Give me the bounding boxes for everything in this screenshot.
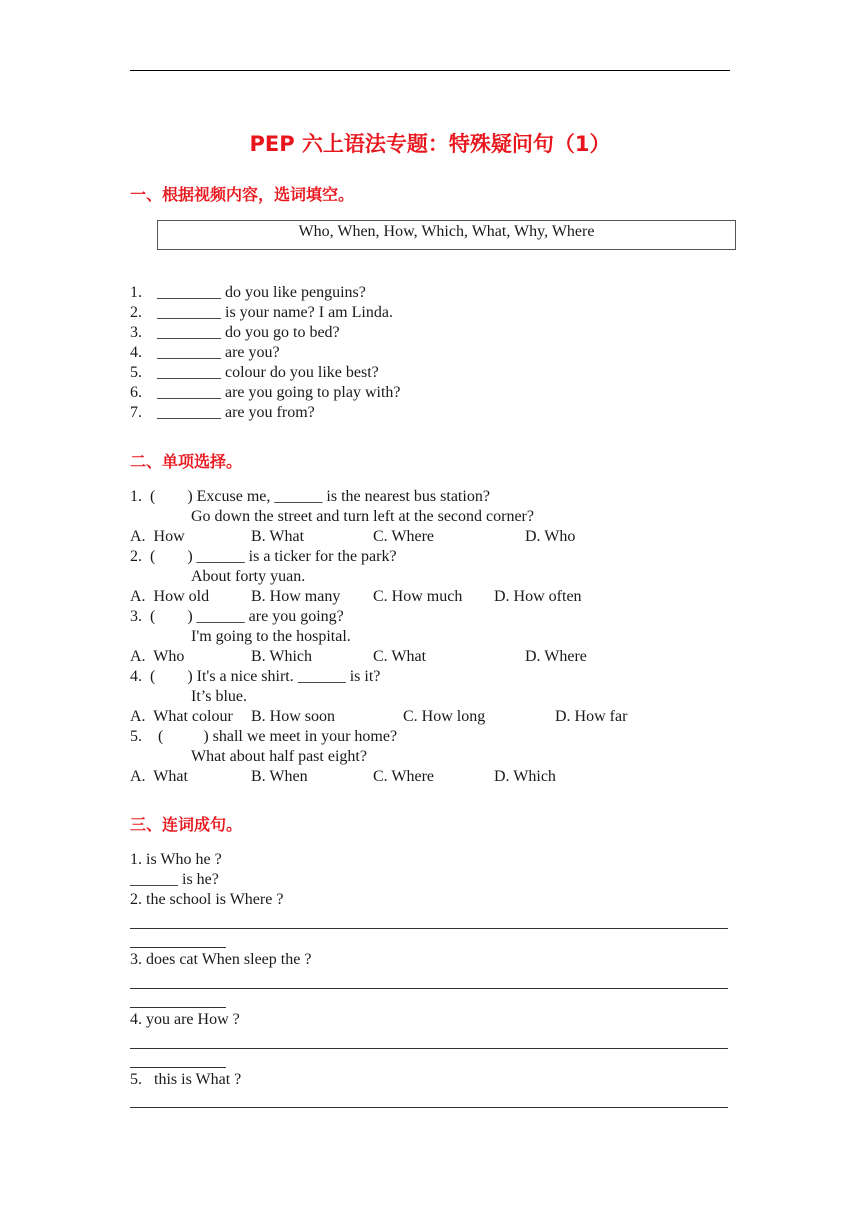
option-a: A. Who [130, 648, 185, 665]
word-bank-box: Who, When, How, Which, What, Why, Where [157, 220, 736, 250]
option-d: D. Which [494, 768, 556, 785]
item-number: 1. [130, 284, 142, 301]
option-c: C. How long [403, 708, 486, 725]
item-number: 5. [130, 364, 142, 381]
mc-question: 2. ( ) ______ is a ticker for the park? [130, 548, 397, 565]
answer-line[interactable] [130, 928, 728, 929]
mc-response: I'm going to the hospital. [191, 628, 351, 645]
option-b: B. What [251, 528, 305, 545]
option-c: C. Where [373, 768, 435, 785]
option-d: D. Who [525, 528, 576, 545]
fill-blank-item: ________ do you like penguins? [157, 284, 366, 301]
answer-line[interactable] [130, 988, 728, 989]
mc-response: Go down the street and turn left at the second corner? [191, 508, 534, 525]
answer-line-tail[interactable] [130, 1007, 226, 1008]
fill-blank-item: ________ are you going to play with? [157, 384, 401, 401]
option-a: A. How [130, 528, 185, 545]
answer-line-tail[interactable] [130, 1067, 226, 1068]
mc-question: 5. ( ) shall we meet in your home? [130, 728, 398, 745]
scrambled-sentence: 5. this is What ? [130, 1071, 242, 1088]
item-number: 2. [130, 304, 142, 321]
scrambled-sentence: 3. does cat When sleep the ? [130, 951, 312, 968]
option-d: D. How often [494, 588, 582, 605]
item-number: 6. [130, 384, 142, 401]
option-c: C. How much [373, 588, 463, 605]
item-number: 4. [130, 344, 142, 361]
fill-blank-item: ________ are you from? [157, 404, 315, 421]
fill-blank-item: ________ is your name? I am Linda. [157, 304, 393, 321]
scrambled-sentence: 1. is Who he ? [130, 851, 222, 868]
option-c: C. Where [373, 528, 435, 545]
fill-blank-item: ________ do you go to bed? [157, 324, 340, 341]
answer-line[interactable] [130, 1107, 728, 1108]
section1-heading: 一、根据视频内容，选词填空。 [130, 185, 355, 204]
section3-heading: 三、连词成句。 [130, 815, 243, 834]
option-b: B. Which [251, 648, 313, 665]
sample-answer: ______ is he? [130, 871, 219, 888]
mc-question: 4. ( ) It's a nice shirt. ______ is it? [130, 668, 381, 685]
item-number: 3. [130, 324, 142, 341]
mc-response: What about half past eight? [191, 748, 367, 765]
option-d: D. How far [555, 708, 628, 725]
option-b: B. How many [251, 588, 341, 605]
fill-blank-item: ________ are you? [157, 344, 280, 361]
option-a: A. How old [130, 588, 210, 605]
option-c: C. What [373, 648, 427, 665]
header-rule [130, 70, 730, 71]
scrambled-sentence: 4. you are How ? [130, 1011, 240, 1028]
option-b: B. When [251, 768, 308, 785]
mc-question: 1. ( ) Excuse me, ______ is the nearest bus station? [130, 488, 490, 505]
mc-question: 3. ( ) ______ are you going? [130, 608, 344, 625]
option-a: A. What colour [130, 708, 233, 725]
answer-line[interactable] [130, 1048, 728, 1049]
section2-heading: 二、单项选择。 [130, 452, 243, 471]
option-b: B. How soon [251, 708, 336, 725]
mc-response: About forty yuan. [191, 568, 306, 585]
mc-response: It’s blue. [191, 688, 247, 705]
item-number: 7. [130, 404, 142, 421]
scrambled-sentence: 2. the school is Where ? [130, 891, 284, 908]
answer-line-tail[interactable] [130, 947, 226, 948]
fill-blank-item: ________ colour do you like best? [157, 364, 379, 381]
option-d: D. Where [525, 648, 587, 665]
option-a: A. What [130, 768, 188, 785]
page-title: PEP 六上语法专题：特殊疑问句（1） [249, 132, 611, 156]
